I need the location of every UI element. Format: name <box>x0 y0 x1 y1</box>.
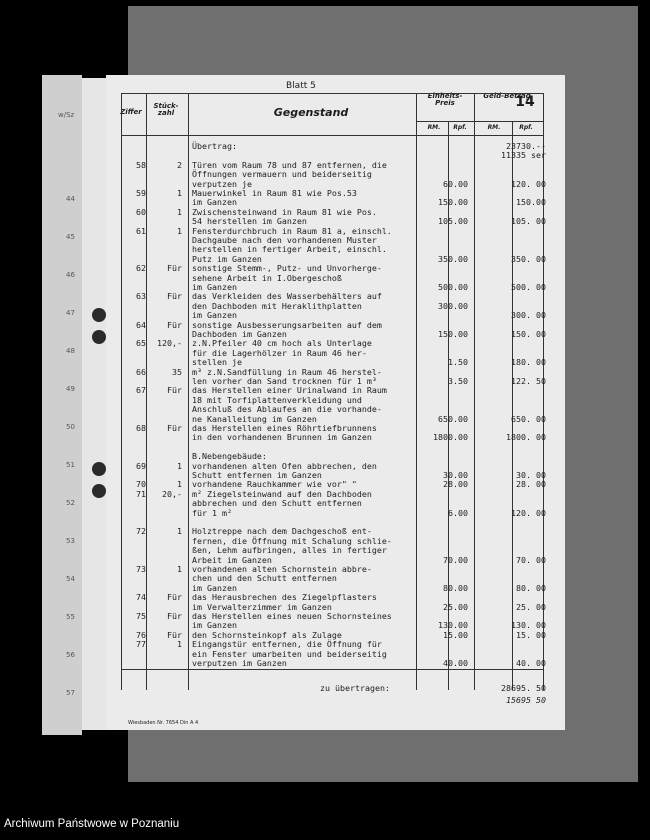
gutter-number: 49 <box>66 385 75 393</box>
row-text: Türen vom Raum 78 und 87 entfernen, die <box>192 159 387 170</box>
row-text: sonstige Stemm-, Putz- und Unvorherge- <box>192 263 382 274</box>
form-footer: Wiesbaden Nr. 7654 Din A 4 <box>128 720 199 726</box>
row-total: 25. 00 <box>516 601 546 612</box>
row-text: Öffnungen vermauern und beiderseitig <box>192 169 372 180</box>
punch-hole-upper <box>92 308 106 322</box>
row-text: das Verkleiden des Wasserbehälters auf <box>192 291 382 302</box>
carry-note-row <box>106 695 565 705</box>
row-total: 40. 00 <box>516 658 546 668</box>
row-total: 130. 00 <box>511 620 546 631</box>
row-qty: Für <box>167 263 182 274</box>
row-text: Eingangstür entfernen, die Öffnung für <box>192 639 382 650</box>
row-qty: 1 <box>177 460 182 471</box>
row-pos: 71 <box>136 488 146 499</box>
row-total: 150.00 <box>516 197 546 208</box>
row-qty: Für <box>167 385 182 396</box>
rule-footer <box>121 669 543 670</box>
row-pos: 62 <box>136 263 146 274</box>
row-pos: 72 <box>136 526 146 537</box>
row-pos: 70 <box>136 479 146 490</box>
row-text: m³ z.N.Sandfüllung in Raum 46 herstel- <box>192 366 382 377</box>
gutter-number: 45 <box>66 233 75 241</box>
row-qty: 2 <box>177 159 182 170</box>
gutter-number: 57 <box>66 689 75 697</box>
row-text: vorhandene Rauchkammer wie vor" " <box>192 479 357 490</box>
row-qty: Für <box>167 319 182 330</box>
row-unit-price: 80.00 <box>443 582 468 593</box>
row-text: ne Kanalleitung im Ganzen <box>192 413 317 424</box>
gutter-number: 50 <box>66 423 75 431</box>
row-pos: 67 <box>136 385 146 396</box>
row-text: für 1 m² <box>192 507 232 518</box>
table-row <box>106 658 565 668</box>
row-pos: 58 <box>136 159 146 170</box>
punch-hole-lower <box>92 462 106 476</box>
row-text: den Dachboden mit Heraklithplatten <box>192 300 362 311</box>
gutter-number: 53 <box>66 537 75 545</box>
row-text: den Schornsteinkopf als Zulage <box>192 629 342 640</box>
gutter-number: 52 <box>66 499 75 507</box>
carry-note: 15695 50 <box>506 695 546 705</box>
row-total: 500. 00 <box>511 282 546 292</box>
carry-total: 28695. 50 <box>501 683 546 693</box>
row-unit-price: 150.00 <box>438 329 468 339</box>
row-text: verputzen im Ganzen <box>192 658 287 668</box>
row-unit-price: 1.50 <box>448 357 468 368</box>
row-pos: 75 <box>136 611 146 621</box>
row-total: 1800. 00 <box>506 432 546 443</box>
row-total: 120. 00 <box>511 178 546 189</box>
row-text: Dachboden im Ganzen <box>192 329 287 339</box>
row-pos: 61 <box>136 225 146 236</box>
row-total: 11335 ser <box>501 150 546 161</box>
gutter-number: 55 <box>66 613 75 621</box>
gutter-number: 47 <box>66 309 75 317</box>
row-qty: 1 <box>177 206 182 217</box>
row-total: 80. 00 <box>516 582 546 593</box>
row-qty: 20,- <box>162 488 182 499</box>
row-qty: Für <box>167 291 182 302</box>
gutter-number: 56 <box>66 651 75 659</box>
row-text: im Ganzen <box>192 582 237 593</box>
row-total: 650. 00 <box>511 413 546 424</box>
archive-watermark: Archiwum Państwowe w Poznaniu <box>4 818 180 830</box>
row-unit-price: 15.00 <box>443 629 468 640</box>
row-pos: 77 <box>136 639 146 650</box>
row-unit-price: 3.50 <box>448 376 468 386</box>
row-unit-price: 650.00 <box>438 413 468 424</box>
row-total: 122. 50 <box>511 376 546 386</box>
previous-page-scrap <box>42 75 82 735</box>
row-pos: 68 <box>136 423 146 433</box>
row-pos: 59 <box>136 188 146 198</box>
carry-label: zu übertragen: <box>320 683 390 693</box>
row-unit-price: 30.00 <box>443 470 468 480</box>
row-unit-price: 28.00 <box>443 479 468 490</box>
row-unit-price: 6.00 <box>448 507 468 518</box>
row-unit-price: 70.00 <box>443 554 468 565</box>
row-text: ein Fenster umarbeiten und beiderseitig <box>192 648 387 659</box>
header-qty: Stück-zahl <box>153 102 179 118</box>
row-qty: Für <box>167 592 182 603</box>
row-unit-price: 150.00 <box>438 197 468 208</box>
row-qty: 1 <box>177 225 182 236</box>
rule-header-bottom <box>121 135 543 136</box>
row-text: Dachgaube nach den vorhandenen Muster <box>192 235 377 245</box>
row-unit-price: 500.00 <box>438 282 468 292</box>
row-text: Anschluß des Ablaufes an die vorhande- <box>192 404 382 415</box>
row-text: Schutt entfernen im Ganzen <box>192 470 322 480</box>
row-pos: 74 <box>136 592 146 603</box>
row-text: Übertrag: <box>192 141 237 151</box>
header-item: Gegenstand <box>273 106 349 119</box>
row-unit-price: 105.00 <box>438 216 468 227</box>
row-total: 300. 00 <box>511 310 546 321</box>
row-text: vorhandenen alten Schornstein abbre- <box>192 564 372 574</box>
row-text: das Herstellen eines Röhrtiefbrunnens <box>192 423 377 433</box>
row-total: 150. 00 <box>511 329 546 339</box>
row-qty: Für <box>167 629 182 640</box>
row-pos: 69 <box>136 460 146 471</box>
row-pos: 76 <box>136 629 146 640</box>
row-text: sehene Arbeit in I.Obergeschoß <box>192 272 342 283</box>
row-text: 54 herstellen im Ganzen <box>192 216 307 227</box>
row-text: im Ganzen <box>192 197 237 208</box>
row-text: im Ganzen <box>192 310 237 321</box>
row-unit-price: 40.00 <box>443 658 468 668</box>
page-label: Blatt 5 <box>286 81 316 91</box>
header-rm-2: RM. <box>487 124 501 131</box>
row-text: das Herausbrechen des Ziegelpflasters <box>192 592 377 603</box>
row-total: 70. 00 <box>516 554 546 565</box>
row-text: sonstige Ausbesserungsarbeiten auf dem <box>192 319 382 330</box>
header-unit-price: Einheits-Preis <box>427 92 463 108</box>
ledger-sheet <box>106 75 565 730</box>
row-pos: 60 <box>136 206 146 217</box>
row-text: z.N.Pfeiler 40 cm hoch als Unterlage <box>192 338 372 349</box>
row-pos: 66 <box>136 366 146 377</box>
row-text: herstellen in fertiger Arbeit, einschl. <box>192 244 387 255</box>
carry-forward-row <box>106 683 565 693</box>
row-unit-price: 300.00 <box>438 300 468 311</box>
row-qty: 1 <box>177 639 182 650</box>
row-total: 180. 00 <box>511 357 546 368</box>
page-corner-mark: 14 <box>515 94 535 110</box>
row-text: das Herstellen eines neuen Schornsteines <box>192 611 392 621</box>
row-qty: 1 <box>177 479 182 490</box>
header-pos: Ziffer <box>120 108 142 116</box>
row-unit-price: 130.00 <box>438 620 468 631</box>
row-text: Arbeit im Ganzen <box>192 554 272 565</box>
header-rm-1: RM. <box>427 124 441 131</box>
row-qty: 120,- <box>157 338 182 349</box>
row-text: B.Nebengebäude: <box>192 451 267 462</box>
row-text: das Herstellen einer Urinalwand in Raum <box>192 385 387 396</box>
row-text: vorhandenen alten Ofen abbrechen, den <box>192 460 377 471</box>
row-unit-price: 1800.00 <box>433 432 468 443</box>
gutter-number: 44 <box>66 195 75 203</box>
row-pos: 73 <box>136 564 146 574</box>
row-text: m² Ziegelsteinwand auf den Dachboden <box>192 488 372 499</box>
row-text: verputzen je <box>192 178 252 189</box>
row-total: 23730.-- <box>506 141 546 151</box>
rule-subheader <box>416 121 543 122</box>
row-text: Putz im Ganzen <box>192 253 262 264</box>
row-qty: Für <box>167 611 182 621</box>
row-text: für die Lagerhölzer in Raum 46 her- <box>192 347 367 358</box>
row-total: 28. 00 <box>516 479 546 490</box>
row-total: 105. 00 <box>511 216 546 227</box>
left-scrap-header: w/Sz <box>58 111 75 119</box>
row-text: Mauerwinkel in Raum 81 wie Pos.53 <box>192 188 357 198</box>
row-unit-price: 25.00 <box>443 601 468 612</box>
gutter-number: 51 <box>66 461 75 469</box>
row-text: im Verwalterzimmer im Ganzen <box>192 601 332 612</box>
row-total: 30. 00 <box>516 470 546 480</box>
gutter-number: 46 <box>66 271 75 279</box>
header-rpf-2: Rpf. <box>519 124 533 131</box>
row-text: im Ganzen <box>192 282 237 292</box>
row-text: in den vorhandenen Brunnen im Ganzen <box>192 432 372 443</box>
gutter-number: 54 <box>66 575 75 583</box>
row-qty: 35 <box>172 366 182 377</box>
punch-hole-upper-2 <box>92 330 106 344</box>
row-unit-price: 350.00 <box>438 253 468 264</box>
punch-hole-lower-2 <box>92 484 106 498</box>
header-total: Geld-Betrag <box>483 92 531 100</box>
row-qty: 1 <box>177 564 182 574</box>
row-qty: 1 <box>177 188 182 198</box>
row-text: ßen, Lehm aufbringen, alles in fertiger <box>192 545 387 556</box>
row-text: abbrechen und den Schutt entfernen <box>192 498 362 509</box>
row-qty: Für <box>167 423 182 433</box>
row-text: Fensterdurchbruch in Raum 81 a, einschl. <box>192 225 392 236</box>
row-text: chen und den Schutt entfernen <box>192 573 337 584</box>
row-pos: 64 <box>136 319 146 330</box>
row-text: 18 mit Torfiplattenverkleidung und <box>192 394 362 405</box>
row-total: 120. 00 <box>511 507 546 518</box>
rule-top <box>121 93 543 94</box>
row-text: Holztreppe nach dem Dachgeschoß ent- <box>192 526 372 537</box>
gutter-number: 48 <box>66 347 75 355</box>
row-text: len vorher dan Sand trocknen für 1 m³ <box>192 376 377 386</box>
row-total: 350. 00 <box>511 253 546 264</box>
row-total: 15. 00 <box>516 629 546 640</box>
row-text: fernen, die Öffnung mit Schalung schlie- <box>192 535 392 546</box>
row-pos: 65 <box>136 338 146 349</box>
row-qty: 1 <box>177 526 182 537</box>
header-rpf-1: Rpf. <box>453 124 467 131</box>
row-unit-price: 60.00 <box>443 178 468 189</box>
row-pos: 63 <box>136 291 146 302</box>
row-text: im Ganzen <box>192 620 237 631</box>
row-text: stellen je <box>192 357 242 368</box>
row-text: Zwischensteinwand in Raum 81 wie Pos. <box>192 206 377 217</box>
